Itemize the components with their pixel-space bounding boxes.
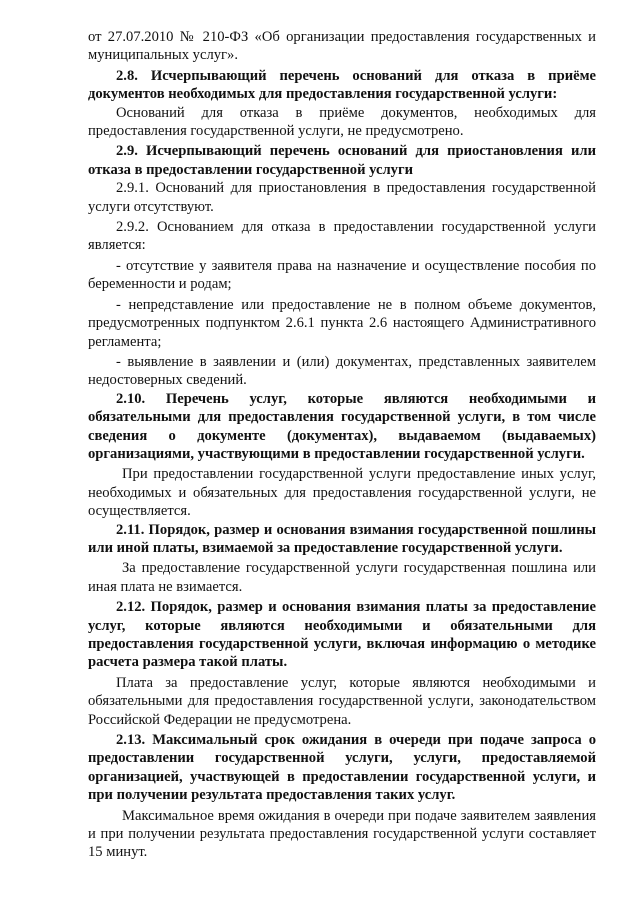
paragraph-2-9-2: 2.9.2. Основанием для отказа в предоставлении государственной услуги является: (88, 219, 596, 254)
paragraph-2-13-text: Максимальное время ожидания в очереди при подаче заявителем заявления и при получении результата предоставления государственной услуги составляет 15 минут. (88, 807, 596, 861)
paragraph-law-reference: от 27.07.2010 № 210-ФЗ «Об организации предоставления государственных и муниципальных услуг». (88, 29, 596, 64)
section-heading-2-9: 2.9. Исчерпывающий перечень оснований для приостановления или отказа в предоставлении государственной услуги (88, 143, 596, 178)
paragraph-2-9-1: 2.9.1. Оснований для приостановления в предоставления государственной услуги отсутствуют. (88, 180, 596, 215)
section-heading-2-10: 2.10. Перечень услуг, которые являются необходимыми и обязательными для предоставления государственной услуги, в том числе сведения о документе (документах), выдаваемом (выдаваемых) организациями, участвующими в предоставлении государственной услуги. (88, 390, 596, 462)
paragraph-2-10-text: При предоставлении государственной услуги предоставление иных услуг, необходимых и обязательных для предоставления государственной услуги, не осуществляется. (88, 466, 596, 520)
section-heading-2-13: 2.13. Максимальный срок ожидания в очереди при подаче запроса о предоставлении государственной услуги, услуги, предоставляемой организацией, участвующей в предоставлении государственной услуги, и при получении результата предоставления таких услуг. (88, 732, 596, 804)
section-heading-2-12: 2.12. Порядок, размер и основания взимания платы за предоставление услуг, которые являются необходимыми и обязательными для предоставления государственной услуги, включая информацию о методике расчета размера такой платы. (88, 599, 596, 671)
section-heading-2-8: 2.8. Исчерпывающий перечень оснований для отказа в приёме документов необходимых для предоставления государственной услуги: (88, 67, 596, 103)
list-item-false-information: - выявление в заявлении и (или) документах, представленных заявителем недостоверных сведений. (88, 353, 596, 389)
paragraph-2-12-text: Плата за предоставление услуг, которые являются необходимыми и обязательными для предоставления государственной услуги, законодательством Российской Федерации не предусмотрена. (88, 674, 596, 728)
list-item-incomplete-documents: - непредставление или предоставление не в полном объеме документов, предусмотренных подпунктом 2.6.1 пункта 2.6 настоящего Административного регламента; (88, 296, 596, 350)
paragraph-2-11-text: За предоставление государственной услуги государственная пошлина или иная плата не взимается. (88, 560, 596, 595)
paragraph-2-8-text: Оснований для отказа в приёме документов, необходимых для предоставления государственной услуги, не предусмотрено. (88, 104, 596, 140)
section-heading-2-11: 2.11. Порядок, размер и основания взимания государственной пошлины или иной платы, взимаемой за предоставление государственной услуги. (88, 521, 596, 556)
list-item-no-right: - отсутствие у заявителя права на назначение и осуществление пособия по беременности и родам; (88, 257, 596, 293)
document-page (88, 28, 596, 862)
